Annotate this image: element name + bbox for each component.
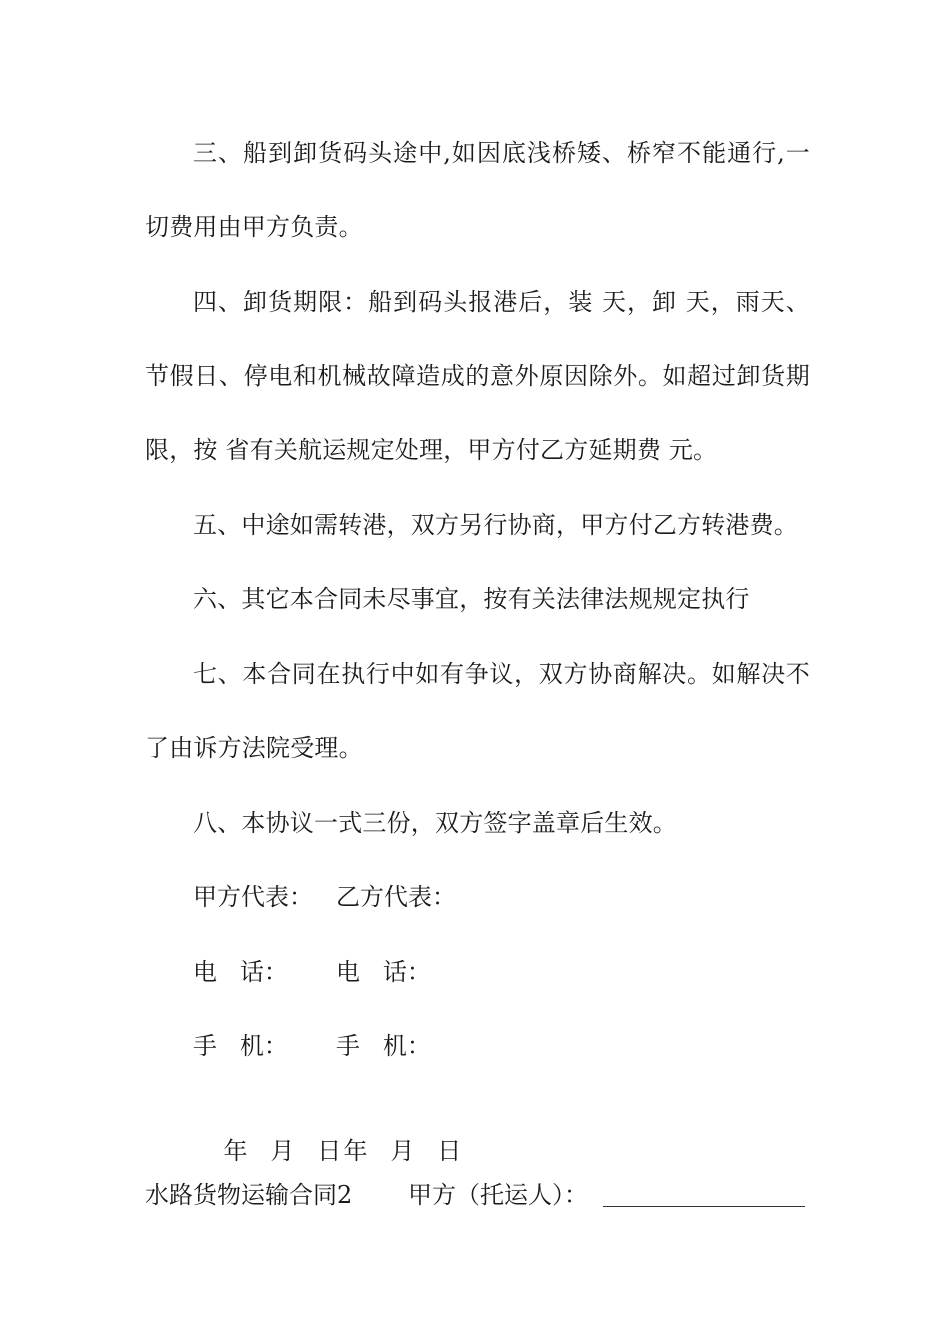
mobile-row — [193, 1031, 431, 1061]
party-a-mobile-label: 手 机： — [193, 1032, 288, 1060]
clause-7-line-2: 了由诉方法院受理。 — [145, 734, 363, 762]
clause-6-line-1: 六、其它本合同未尽事宜，按有关法律法规规定执行 — [193, 585, 750, 613]
party-b-mobile-label: 手 机： — [336, 1032, 431, 1060]
clause-5-line-1: 五、中途如需转港，双方另行协商，甲方付乙方转港费。 — [193, 511, 798, 539]
party-b-date-label: 年 月 日 — [343, 1137, 462, 1165]
contract-title: 水路货物运输合同2 — [145, 1181, 353, 1209]
clause-4-line-2: 节假日、停电和机械故障造成的意外原因除外。如超过卸货期 — [145, 362, 810, 390]
next-contract-header — [145, 1180, 810, 1210]
party-a-phone-label: 电 话： — [193, 958, 288, 986]
clause-7-line-1: 七、本合同在执行中如有争议，双方协商解决。如解决不 — [193, 660, 810, 688]
clause-4-line-1: 四、卸货期限：船到码头报港后，装 天，卸 天，雨天、 — [193, 288, 810, 316]
party-b-representative-label: 乙方代表： — [336, 883, 456, 911]
clause-3-line-1: 三、船到卸货码头途中,如因底浅桥矮、桥窄不能通行,一 — [193, 139, 810, 167]
clause-8-line-1: 八、本协议一式三份，双方签字盖章后生效。 — [193, 809, 677, 837]
party-a-fill-in-blank — [603, 1206, 805, 1207]
party-b-phone-label: 电 话： — [336, 958, 431, 986]
party-a-representative-label: 甲方代表： — [193, 883, 313, 911]
party-a-date-label: 年 月 日 — [223, 1137, 342, 1165]
phone-row — [193, 957, 431, 987]
clause-3-line-2: 切费用由甲方负责。 — [145, 213, 363, 241]
party-a-shipper-label: 甲方（托运人）： — [408, 1181, 588, 1209]
representatives-row — [193, 882, 456, 912]
clause-4-line-3: 限，按 省有关航运规定处理，甲方付乙方延期费 元。 — [145, 436, 718, 464]
